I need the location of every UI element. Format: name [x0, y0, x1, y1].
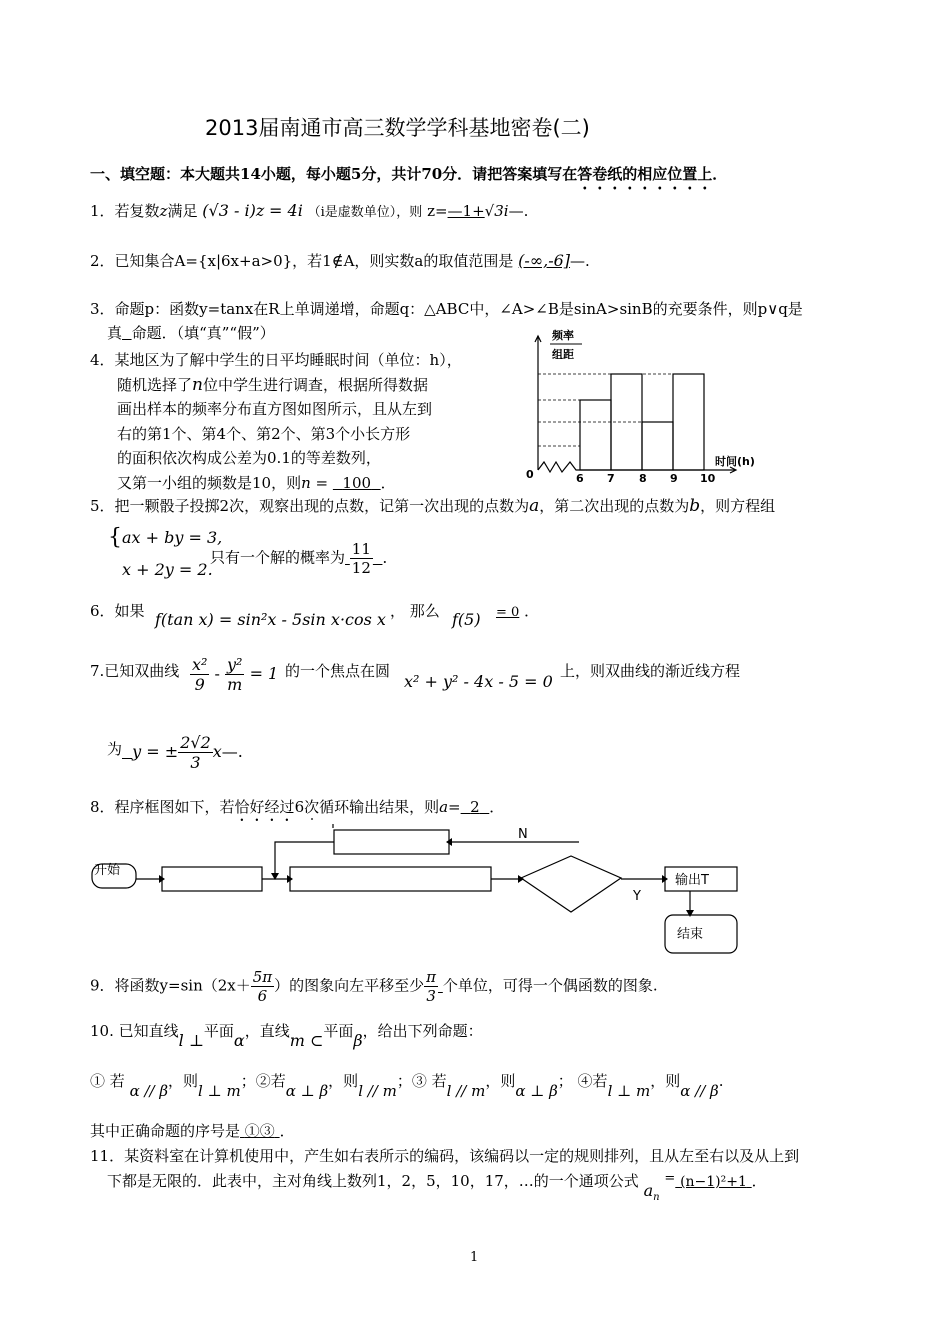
q7-tail: —. [221, 742, 243, 761]
q8-end: ． [489, 798, 505, 816]
q10-p4c: α // β [680, 1082, 719, 1100]
q10-line1 [90, 1020, 483, 1050]
q7-answer [122, 733, 243, 772]
q7-pre: 7.已知双曲线 [90, 662, 180, 680]
hist-tick-8: 8 [639, 472, 647, 485]
q10-p1a: α // β [129, 1082, 169, 1100]
page-title: 2013届南通市高三数学学科基地密卷(二) [205, 116, 590, 140]
q11-end: ． [751, 1172, 767, 1190]
q1-ans-pre: z= [427, 202, 448, 220]
flow-process-1 [162, 867, 262, 891]
hist-bar-4 [673, 374, 704, 470]
q1-eq-left: (√3 - i)z [202, 201, 265, 220]
section-emphasis-text: 答卷纸的相应位置上 [577, 165, 713, 183]
q6-end: ． [524, 602, 540, 620]
q5-b-var: b [689, 496, 701, 516]
hist-tick-0: 0 [526, 468, 534, 481]
q1-number: 1． [90, 202, 115, 220]
q6-answer: = 0 [496, 605, 520, 620]
q1-end: —. [508, 202, 529, 220]
q7-ans-num: 2√2 [180, 733, 211, 752]
q10-p4a: l ⊥ m [607, 1082, 651, 1100]
question-4: 4．某地区为了解中学生的日平均睡眠时间（单位：h）， 随机选择了n位中学生进行调查，根据所得数据 画出样本的频率分布直方图如图所示，且从左到 右的第1个、第4个、第2个、第3个小长方形 的面积依次构成公差为0.1的等差数列， 又第一小组的频数是10，则n = 100 ． [90, 348, 462, 495]
q5-dot: ． [382, 548, 398, 567]
q10-p4b: ，则 [650, 1072, 681, 1090]
q10-beta: β [353, 1031, 363, 1050]
q2-text: 已知集合A={x|6x+a>0}，若1 [114, 252, 332, 270]
flow-decision [521, 856, 621, 912]
q3-line2 [107, 322, 275, 343]
q10-p3c: α ⊥ β [515, 1082, 558, 1100]
q10-l-perp: l ⊥ [178, 1031, 204, 1050]
q8-emph: 恰好经过 [234, 798, 295, 816]
q10-p2a: α ⊥ β [285, 1082, 329, 1100]
q7-eq1: = 1 [249, 664, 279, 683]
flow-y-label: Y [633, 889, 641, 904]
q2-text2: A，则实数a的取值范围是 [343, 252, 514, 270]
q9-ans-num: π [426, 968, 437, 986]
q9-num: 5π [252, 968, 273, 986]
q7-ans-pre: y = ± [132, 742, 179, 761]
q5-text-2: ，第二次出现的点数为 [539, 497, 690, 515]
q9-ans-den: 3 [426, 987, 436, 1005]
q10-answer: ①③ [244, 1122, 275, 1140]
q11-text: 下都是无限的．此表中，主对角线上数列1，2，5，10，17，…的一个通项公式 [107, 1172, 639, 1190]
histogram-figure [520, 322, 770, 492]
q10-p3b: ，则 [485, 1072, 516, 1090]
q5-text-4: 只有一个解的概率为 [210, 548, 346, 567]
q11-sub: n [653, 1192, 660, 1204]
q1-pre: 若复数 [114, 202, 160, 220]
hist-tick-7: 7 [607, 472, 615, 485]
q10-end: ，给出下列命题： [362, 1022, 483, 1040]
q10-props [90, 1070, 724, 1100]
section-heading [90, 163, 727, 193]
q6-pre: 6．如果 [90, 602, 145, 620]
question-9 [90, 968, 658, 1005]
q4-n-var-2: n [301, 473, 311, 492]
q9-end: 个单位，可得一个偶函数的图象. [442, 976, 658, 995]
q10-comma: ，直线 [244, 1022, 290, 1040]
q7-m: m [227, 675, 243, 694]
q4-line-4: 右的第1个、第4个、第2个、第3个小长方形 [117, 424, 411, 443]
q5-brace: { [108, 525, 122, 550]
flow-head-3 [518, 875, 524, 883]
q4-line-6: 又第一小组的频数是10，则 [117, 473, 302, 492]
q10-p4d: . [718, 1072, 724, 1090]
q9-pre: 9．将函数y=sin（2x＋ [90, 976, 251, 995]
q5-text-1: 5．把一颗骰子投掷2次，观察出现的点数，记第一次出现的点数为 [90, 497, 530, 515]
hist-tick-9: 9 [670, 472, 678, 485]
flow-start-label: 开始 [94, 863, 121, 878]
q4-line-2b: 位中学生进行调查，根据所得数据 [202, 375, 428, 394]
q2-end: —. [570, 252, 590, 270]
q11-line1: 11．某资料室在计算机使用中，产生如右表所示的编码，该编码以一定的规则排列，且从左至右以及从上到 [90, 1147, 800, 1165]
q7-ans-den: 3 [190, 753, 201, 772]
page-number: 1 [470, 1250, 479, 1265]
q5-a-var: a [529, 496, 540, 516]
section-head-text: 一、填空题：本大题共14小题，每小题5分，共计70分．请把答案填写在 [90, 165, 578, 183]
q7-hyperbola: $\frac{\text{x²}}{9}$ - $\frac{\text{y²}}{m}$ = 1 [192, 655, 279, 694]
q10-p4: ； ④若 [557, 1072, 608, 1090]
q4-answer: 100 [342, 473, 372, 492]
q10-p2c: l // m [358, 1082, 397, 1100]
flow-n-label: N [518, 827, 528, 842]
q6-expr: f(tan x) = sin²x - 5sin x·cos x [155, 610, 386, 629]
q10-plane1: 平面 [203, 1022, 234, 1040]
hist-ylabel-top: 频率 [552, 329, 574, 342]
flow-end-label: 结束 [677, 927, 704, 942]
q6-answer-wrap [496, 600, 539, 621]
q5-eq2: x + 2y = 2. [122, 560, 213, 579]
section-tail: ． [712, 165, 728, 183]
q10-p1b: ，则 [168, 1072, 199, 1090]
q10-pre: 10. 已知直线 [90, 1022, 179, 1040]
q10-p2b: ，则 [328, 1072, 359, 1090]
q2-answer: (-∞,-6] [518, 251, 571, 270]
q11-answer: (n−1)²+1 [680, 1174, 747, 1190]
q4-line-1: 4．某地区为了解中学生的日平均睡眠时间（单位：h）， [90, 351, 462, 369]
q9-den: 6 [257, 987, 268, 1005]
q10-p3: ；③ 若 [396, 1072, 447, 1090]
q10-alpha: α [233, 1031, 245, 1050]
q10-p3a: l // m [446, 1082, 486, 1100]
q5-eq1: ax + by = 3, [122, 528, 223, 547]
q1-answer: —1+ [447, 202, 485, 220]
q9-mid: ）的图象向左平移至少 [274, 976, 425, 995]
q6-mid: ， 那么 [390, 602, 440, 620]
q1-answer-2: √3i [484, 202, 509, 220]
q1-mid: 满足 [167, 202, 198, 220]
flowchart [85, 818, 765, 968]
q4-line-2a: 随机选择了 [117, 375, 193, 394]
q5-tail [210, 540, 397, 577]
question-2 [90, 250, 590, 271]
q7-y2: y² [227, 655, 243, 674]
q8-pre: 8．程序框图如下，若 [90, 798, 235, 816]
q10-m-subset: m ⊂ [289, 1031, 324, 1050]
q10-p2: ；②若 [240, 1072, 286, 1090]
q4-end: ． [380, 473, 396, 492]
flow-output-label: 输出T [675, 873, 709, 888]
q1-note: （i是虚数单位），则 [307, 205, 423, 220]
q5-text-3: ，则方程组 [700, 497, 776, 515]
q10-plane2: 平面 [323, 1022, 354, 1040]
q10-ans-end: ． [279, 1122, 295, 1140]
q7-ans-x: x [212, 742, 222, 761]
question-1 [90, 200, 528, 221]
q1-eq-right: = 4i [269, 201, 303, 220]
q10-answer-line [90, 1120, 295, 1141]
hist-ylabel-bottom: 组距 [552, 348, 574, 361]
q5-answer-frac [350, 540, 373, 577]
hist-xlabel: 时间(h) [715, 455, 755, 468]
hist-tick-6: 6 [576, 472, 584, 485]
q10-p1c: l ⊥ m [198, 1082, 241, 1100]
q8-mid: 6次循环输出结果，则 [294, 798, 440, 816]
q8-a: a= [439, 798, 461, 816]
q7-wei: 为 [107, 740, 123, 758]
q11-eq: = [664, 1171, 676, 1186]
flow-process-2 [290, 867, 491, 891]
q10-p1: ① 若 [90, 1072, 125, 1090]
q4-line-3: 画出样本的频率分布直方图如图所示，且从左到 [117, 400, 433, 418]
q7-mid: 的一个焦点在圆 [285, 662, 391, 680]
q11-line2 [107, 1170, 767, 1204]
q2-number: 2． [90, 252, 115, 270]
q3-line1: 3．命题p：函数y=tanx在R上单调递增，命题q：△ABC中，∠A>∠B是sinA>sinB的充要条件，则p∨q是 [90, 300, 803, 318]
q7-x2: x² [192, 655, 208, 674]
q5-ans-den: 12 [351, 559, 371, 577]
hist-bar-1 [580, 400, 611, 470]
q8-answer: 2 [470, 798, 480, 816]
q7-end: 上，则双曲线的渐近线方程 [560, 662, 741, 680]
q5-ans-num: 11 [351, 540, 371, 558]
q2-notin: ∉ [331, 251, 344, 270]
q6-f5: f(5) [452, 610, 481, 629]
q3-line2-text: 命题．（填“真”“假”） [131, 324, 275, 342]
q7-circle: x² + y² - 4x - 5 = 0 [404, 672, 553, 691]
q5-line1 [90, 495, 775, 516]
hist-bar-3 [642, 422, 673, 470]
q7-nine: 9 [194, 675, 205, 694]
q1-var: z [159, 202, 168, 220]
hist-tick-10: 10 [700, 472, 716, 485]
q4-n-var: n [192, 374, 203, 395]
q11-a: a [643, 1181, 654, 1200]
q4-line-5: 的面积依次构成公差为0.1的等差数列， [117, 449, 381, 467]
q10-ans-pre: 其中正确命题的序号是 [90, 1122, 241, 1140]
q3-answer: 真 [107, 324, 123, 342]
flow-loop-box [334, 830, 449, 854]
